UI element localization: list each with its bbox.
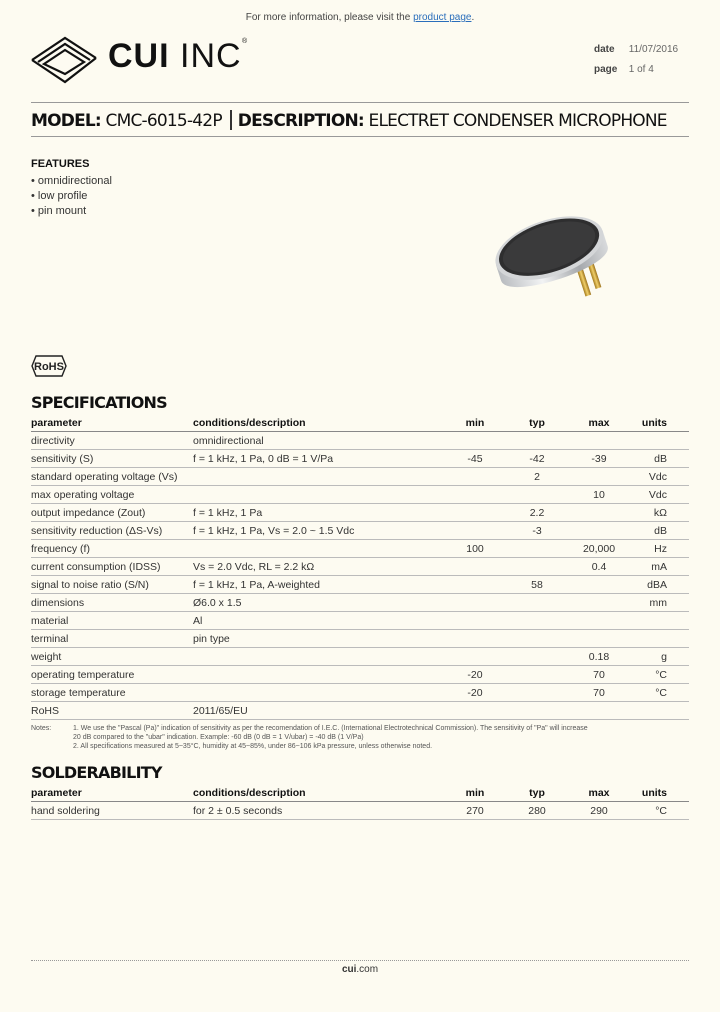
table-cell <box>433 558 517 576</box>
page-field: page 1 of 4 <box>594 64 654 75</box>
footer-rule <box>31 960 689 961</box>
table-header-row <box>31 414 689 432</box>
table-cell <box>433 522 517 540</box>
note-line: 1. We use the "Pascal (Pa)" indication of sensitivity as per the recomendation of I.E.C. (International Electrotechnical Commission). The sensitivity of "Pa" will increase <box>73 725 588 732</box>
table-cell <box>433 576 517 594</box>
table-cell: Vs = 2.0 Vdc, RL = 2.2 kΩ <box>193 558 433 576</box>
table-row <box>31 612 689 630</box>
table-cell <box>193 684 433 702</box>
table-cell: 100 <box>433 540 517 558</box>
rohs-icon <box>30 352 68 380</box>
table-cell: -20 <box>433 666 517 684</box>
notes-label: Notes: <box>31 725 52 732</box>
table-cell: f = 1 kHz, 1 Pa, A-weighted <box>193 576 433 594</box>
table-cell <box>193 486 433 504</box>
column-header: typ <box>517 784 557 802</box>
footer-website: cui.com <box>341 964 379 975</box>
table-row <box>31 486 689 504</box>
list-item: • omnidirectional <box>31 175 112 187</box>
table-cell: -20 <box>433 684 517 702</box>
note-line: 2. All specifications measured at 5~35°C, humidity at 45~85%, under 86~106 kPa pressure, unless otherwise noted. <box>73 743 433 750</box>
table-cell: current consumption (IDSS) <box>31 558 193 576</box>
table-cell: 0.18 <box>557 648 641 666</box>
table-cell: RoHS <box>31 702 193 720</box>
table-row <box>31 576 689 594</box>
product-description: ELECTRET CONDENSER MICROPHONE <box>368 111 667 131</box>
table-cell <box>433 594 517 612</box>
microphone-product-image <box>488 190 618 310</box>
table-cell <box>517 594 557 612</box>
table-cell: Vdc <box>641 486 689 504</box>
table-cell <box>517 540 557 558</box>
table-cell: -39 <box>557 450 641 468</box>
page-title: MODEL: CMC-6015-42P DESCRIPTION: ELECTRET CONDENSER MICROPHONE <box>31 111 667 131</box>
company-name: CUI INC <box>108 37 242 75</box>
table-cell: terminal <box>31 630 193 648</box>
column-header: min <box>433 784 517 802</box>
table-cell: 70 <box>557 666 641 684</box>
table-cell: pin type <box>193 630 433 648</box>
table-cell <box>641 612 689 630</box>
solderability-table <box>31 784 689 820</box>
table-cell: -3 <box>517 522 557 540</box>
table-cell <box>517 702 557 720</box>
table-cell: 0.4 <box>557 558 641 576</box>
table-cell <box>517 432 557 450</box>
table-cell: -45 <box>433 450 517 468</box>
table-cell: signal to noise ratio (S/N) <box>31 576 193 594</box>
table-cell <box>193 540 433 558</box>
table-cell: 2.2 <box>517 504 557 522</box>
column-header: conditions/description <box>193 414 433 432</box>
table-cell: dBA <box>641 576 689 594</box>
model-number: CMC-6015-42P <box>105 111 222 131</box>
table-cell <box>517 648 557 666</box>
table-row <box>31 666 689 684</box>
table-row <box>31 450 689 468</box>
table-cell: kΩ <box>641 504 689 522</box>
table-cell <box>433 468 517 486</box>
rohs-badge <box>30 352 68 380</box>
table-cell: mA <box>641 558 689 576</box>
table-cell: 2 <box>517 468 557 486</box>
table-cell <box>193 666 433 684</box>
column-header: parameter <box>31 784 193 802</box>
table-cell: Al <box>193 612 433 630</box>
list-item: • low profile <box>31 190 88 202</box>
table-cell: dB <box>641 522 689 540</box>
table-row <box>31 802 689 820</box>
table-cell <box>193 468 433 486</box>
table-cell: 10 <box>557 486 641 504</box>
table-row <box>31 522 689 540</box>
table-cell: f = 1 kHz, 1 Pa <box>193 504 433 522</box>
table-row <box>31 504 689 522</box>
table-cell <box>557 594 641 612</box>
table-cell: °C <box>641 802 689 820</box>
table-cell: 58 <box>517 576 557 594</box>
table-cell: °C <box>641 666 689 684</box>
title-bottom-rule <box>31 136 689 137</box>
table-cell: output impedance (Zout) <box>31 504 193 522</box>
column-header: max <box>557 414 641 432</box>
table-cell: max operating voltage <box>31 486 193 504</box>
table-cell <box>517 630 557 648</box>
table-row <box>31 468 689 486</box>
column-header: conditions/description <box>193 784 433 802</box>
table-row <box>31 630 689 648</box>
table-cell <box>557 468 641 486</box>
specifications-heading: SPECIFICATIONS <box>31 393 167 412</box>
table-cell: mm <box>641 594 689 612</box>
table-cell <box>433 630 517 648</box>
table-cell <box>517 684 557 702</box>
solderability-heading: SOLDERABILITY <box>31 763 162 782</box>
table-cell <box>557 504 641 522</box>
table-cell: -42 <box>517 450 557 468</box>
table-cell: storage temperature <box>31 684 193 702</box>
table-cell <box>517 558 557 576</box>
table-cell <box>641 432 689 450</box>
table-row <box>31 558 689 576</box>
table-cell <box>193 648 433 666</box>
table-cell: frequency (f) <box>31 540 193 558</box>
note-line: 20 dB compared to the "ubar" indication. Example: -60 dB (0 dB = 1 V/ubar) = -40 dB (1 V/Pa) <box>73 734 364 741</box>
column-header: units <box>641 414 689 432</box>
table-cell: hand soldering <box>31 802 193 820</box>
table-cell: for 2 ± 0.5 seconds <box>193 802 433 820</box>
specifications-table <box>31 414 689 720</box>
title-top-rule <box>31 102 689 103</box>
table-cell: 70 <box>557 684 641 702</box>
table-cell <box>517 486 557 504</box>
table-row <box>31 594 689 612</box>
table-cell: 2011/65/EU <box>193 702 433 720</box>
table-cell <box>433 612 517 630</box>
column-header: parameter <box>31 414 193 432</box>
column-header: typ <box>517 414 557 432</box>
table-cell <box>641 630 689 648</box>
column-header: max <box>557 784 641 802</box>
table-row <box>31 648 689 666</box>
table-cell: sensitivity (S) <box>31 450 193 468</box>
table-cell: f = 1 kHz, 1 Pa, 0 dB = 1 V/Pa <box>193 450 433 468</box>
table-cell: 20,000 <box>557 540 641 558</box>
table-cell <box>433 648 517 666</box>
table-cell: dB <box>641 450 689 468</box>
column-header: units <box>641 784 689 802</box>
table-cell: dimensions <box>31 594 193 612</box>
product-page-link[interactable]: product page <box>413 12 472 23</box>
table-cell: f = 1 kHz, 1 Pa, Vs = 2.0 ~ 1.5 Vdc <box>193 522 433 540</box>
table-cell: °C <box>641 684 689 702</box>
features-heading: FEATURES <box>31 158 90 170</box>
table-cell <box>557 576 641 594</box>
table-cell: Hz <box>641 540 689 558</box>
table-cell: Ø6.0 x 1.5 <box>193 594 433 612</box>
table-cell <box>557 522 641 540</box>
table-cell: directivity <box>31 432 193 450</box>
registered-mark: ® <box>242 38 248 45</box>
column-header: min <box>433 414 517 432</box>
info-note: For more information, please visit the product page. <box>245 12 475 23</box>
list-item: • pin mount <box>31 205 87 217</box>
table-cell: 280 <box>517 802 557 820</box>
table-cell <box>433 702 517 720</box>
table-cell: operating temperature <box>31 666 193 684</box>
table-cell <box>557 630 641 648</box>
svg-text:RoHS: RoHS <box>34 361 64 373</box>
table-cell: sensitivity reduction (ΔS-Vs) <box>31 522 193 540</box>
table-row <box>31 702 689 720</box>
table-cell: g <box>641 648 689 666</box>
table-cell: standard operating voltage (Vs) <box>31 468 193 486</box>
table-cell <box>641 702 689 720</box>
table-cell <box>433 432 517 450</box>
cui-logo-icon <box>30 34 100 84</box>
date-field: date 11/07/2016 <box>594 44 679 55</box>
table-header-row <box>31 784 689 802</box>
table-cell: material <box>31 612 193 630</box>
table-cell <box>557 612 641 630</box>
table-cell: omnidirectional <box>193 432 433 450</box>
table-cell: 270 <box>433 802 517 820</box>
table-cell: 290 <box>557 802 641 820</box>
table-cell <box>517 612 557 630</box>
table-cell <box>557 702 641 720</box>
features-list <box>31 158 112 219</box>
table-row <box>31 432 689 450</box>
table-row <box>31 684 689 702</box>
cui-logo <box>30 34 250 84</box>
table-cell: weight <box>31 648 193 666</box>
table-cell: Vdc <box>641 468 689 486</box>
table-cell <box>517 666 557 684</box>
table-cell <box>433 504 517 522</box>
table-cell <box>557 432 641 450</box>
table-cell <box>433 486 517 504</box>
table-row <box>31 540 689 558</box>
